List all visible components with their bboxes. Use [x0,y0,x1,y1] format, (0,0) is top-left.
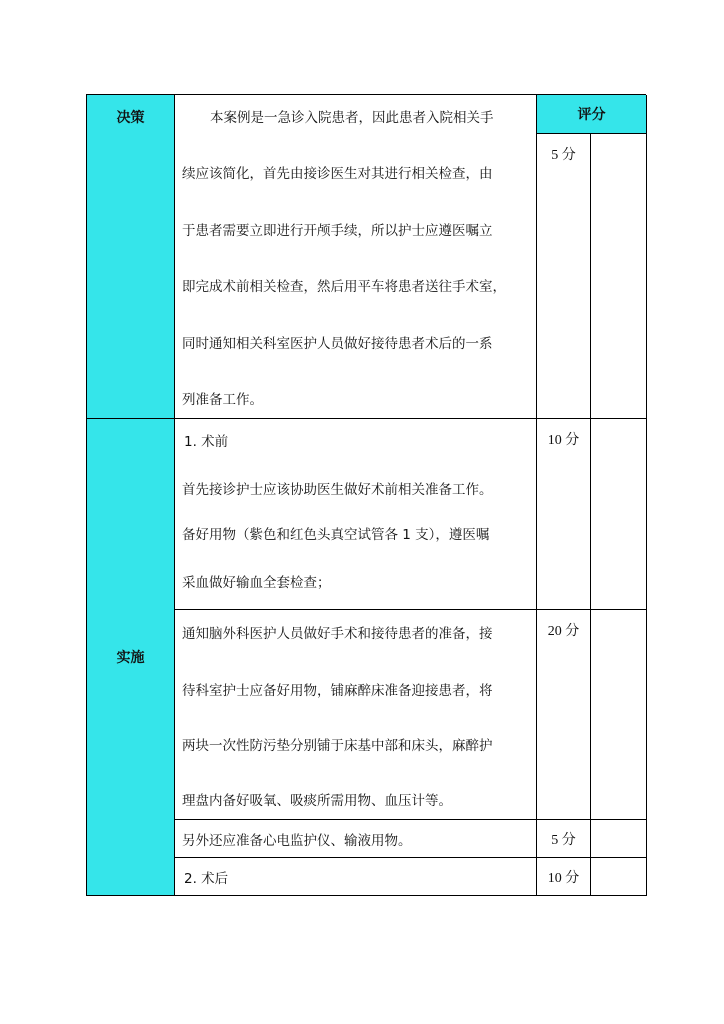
decision-content [175,95,537,419]
notify-score-blank [591,610,647,820]
notify-line: 待科室护士应备好用物，铺麻醉床准备迎接患者，将 [182,683,493,699]
notify-score: 20 分 [537,610,591,820]
pre-op-line: 首先接诊护士应该协助医生做好术前相关准备工作。 [182,482,493,498]
notify-line: 通知脑外科医护人员做好手术和接待患者的准备，接 [182,626,493,642]
post-op-score-blank [591,858,647,896]
decision-line: 续应该简化，首先由接诊医生对其进行相关检查，由 [182,166,493,182]
monitor-score: 5 分 [537,820,591,858]
decision-line: 于患者需要立即进行开颅手续，所以护士应遵医嘱立 [182,223,493,239]
notify-line: 理盘内备好吸氧、吸痰所需用物、血压计等。 [182,793,452,809]
post-op-content [175,858,537,896]
pre-op-line: 采血做好输血全套检查； [182,575,331,591]
pre-op-line: 1. 术前 [184,434,229,450]
pre-op-score-blank [591,419,647,610]
decision-line: 即完成术前相关检查，然后用平车将患者送往手术室， [182,279,506,295]
decision-score: 5 分 [537,134,591,419]
decision-score-blank [591,134,647,419]
decision-label: 决策 [87,95,175,419]
monitor-line: 另外还应准备心电监护仪、输液用物。 [182,832,412,849]
implement-label: 实施 [87,419,175,896]
post-op-line: 2. 术后 [184,870,229,887]
assessment-table [86,94,646,896]
decision-line: 列准备工作。 [182,392,263,408]
notify-content [175,610,537,820]
decision-line: 本案例是一急诊入院患者，因此患者入院相关手 [210,110,494,126]
score-header: 评分 [537,95,647,134]
pre-op-line: 备好用物（紫色和红色头真空试管各 1 支），遵医嘱 [182,527,490,543]
pre-op-content [175,419,537,610]
pre-op-score: 10 分 [537,419,591,610]
post-op-score: 10 分 [537,858,591,896]
decision-line: 同时通知相关科室医护人员做好接待患者术后的一系 [182,336,493,352]
monitor-content [175,820,537,858]
monitor-score-blank [591,820,647,858]
notify-line: 两块一次性防污垫分别铺于床基中部和床头，麻醉护 [182,738,493,754]
